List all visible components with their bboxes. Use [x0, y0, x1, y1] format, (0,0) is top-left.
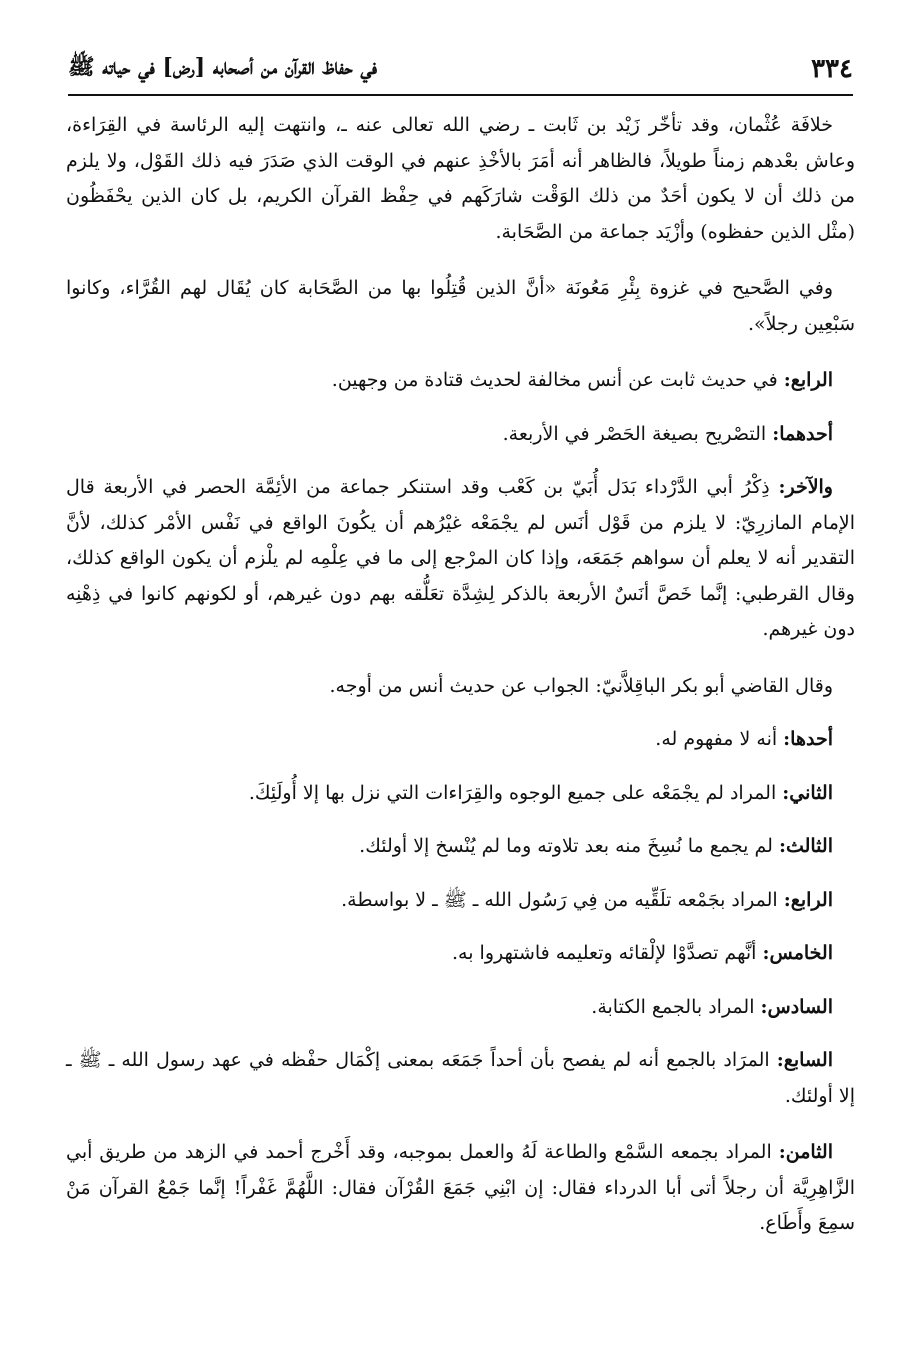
section-label: الرابع: — [783, 369, 833, 391]
paragraph: السادس: المراد بالجمع الكتابة. — [591, 995, 833, 1018]
section-label: الثالث: — [778, 835, 833, 857]
paragraph: الرابع: في حديث ثابت عن أنس مخالفة لحديث قتادة من وجهين. — [331, 369, 833, 391]
body-text — [66, 108, 855, 1263]
section-label: الثامن: — [778, 1141, 833, 1163]
running-title: في حفاظ القرآن من أصحابه [رض] في حياته ﷺ — [68, 54, 378, 80]
section-label: الثاني: — [782, 781, 833, 804]
paragraph: الثامن: المراد بجمعه السَّمْع والطاعة لَهُ والعمل بموجبه، وقد أَخْرج أحمد في الزهد من طريق أبي الزَّاهِرِيَّة أن رجلاً أتى أبا الدرداء فقال: إن ابْنِي جَمَعَ القُرْآن فقال: اللَّهُمَّ غَفْراً! إنَّما جَمْعُ القرآن مَنْ سمِعَ وأَطَاع. — [66, 1141, 855, 1234]
section-label: والآخر: — [778, 476, 833, 498]
paragraph: الثالث: لم يجمع ما نُسِخَ منه بعد تلاوته وما لم يُنْسخ إلا أولئك. — [359, 835, 833, 857]
paragraph: الخامس: أنَّهم تصدَّوْا لإلْقائه وتعليمه فاشتهروا به. — [451, 942, 833, 964]
section-label: الخامس: — [762, 942, 833, 964]
page-number: ٣٣٤ — [811, 54, 853, 84]
paragraph: خلافَة عُثْمان، وقد تأخّر زَيْد بن ثَابت ـ رضي الله تعالى عنه ـ، وانتهت إليه الرئاسة في القِرَاءة، وعاش بعْدهم زمناً طويلاً، فالظاهر أنه أمَرَ بالأخْذِ عنهم في الوقت الذي صَدَرَ فيه ذلك القَوْل، ولا يلزم من ذلك أن لا يكون أحَدٌ من ذلك الوَقْت شارَكَهم في حِفْظ القرآن الكريم، بل كان الذين يحْفَظُون (مثْل الذين حفظوه) وأزْيَد جماعة من الصَّحَابة. — [66, 114, 855, 243]
paragraph: أحدها: أنه لا مفهوم له. — [655, 728, 833, 750]
section-label: أحدها: — [783, 728, 833, 750]
paragraph: وقال القاضي أبو بكر الباقِلاَّنيّ: الجواب عن حديث أنس من أوجه. — [329, 674, 833, 697]
paragraph: والآخر: ذِكْرُ أبي الدَّرْداء بَدَل أُبَيّ بن كَعْب وقد استنكر جماعة من الأئِمَّة الحصر في الأربعة قال الإمام المازرِيّ: لا يلزم من قَوْل أنَس لم يجْمَعْه غيْرُهم أن يكُونَ الواقع في نَفْس الأمْر كذلك، لأنَّ التقدير أنه لا يعلم أن سواهم جَمَعَه، وإذا كان المرْجع إلى ما في عِلْمِه لم يلْزم أن يكون الواقع كذلك، وقال القرطبي: إنَّما خَصَّ أنَسٌ الأربعة بالذكر لِشِدَّة تعَلُّقه بهم دون غيرهم، أو لكونهم كانوا في ذِهْنِه دون غيرهم. — [66, 476, 855, 640]
paragraph: أحدهما: التصْريح بصيغة الحَصْر في الأربعة. — [502, 422, 833, 445]
header-divider — [68, 94, 853, 96]
paragraph: الرابع: المراد بجَمْعه تلَقِّيه من فِي رَسُول الله ـ ﷺ ـ لا بواسطة. — [341, 888, 833, 911]
section-label: السادس: — [760, 995, 833, 1018]
section-label: السابع: — [776, 1049, 833, 1071]
section-label: أحدهما: — [772, 422, 833, 445]
paragraph: الثاني: المراد لم يجْمَعْه على جميع الوجوه والقِرَاءات التي نزل بها إلا أُولَئِكَ. — [248, 781, 833, 804]
section-label: الرابع: — [783, 888, 833, 911]
paragraph: السابع: المرَاد بالجمع أنه لم يفصح بأن أحداً جَمَعَه بمعنى إكْمَال حفْظه في عهد رسول الله ـ ﷺ ـ إلا أولئك. — [66, 1049, 855, 1107]
page-header — [68, 44, 853, 94]
paragraph: وفي الصَّحيح في غزوة بِئْرِ مَعُونَة «أنَّ الذين قُتِلُوا بها من الصَّحَابة كان يُقَال لهم القُرَّاء، وكانوا سَبْعِين رجلاً». — [66, 277, 855, 335]
